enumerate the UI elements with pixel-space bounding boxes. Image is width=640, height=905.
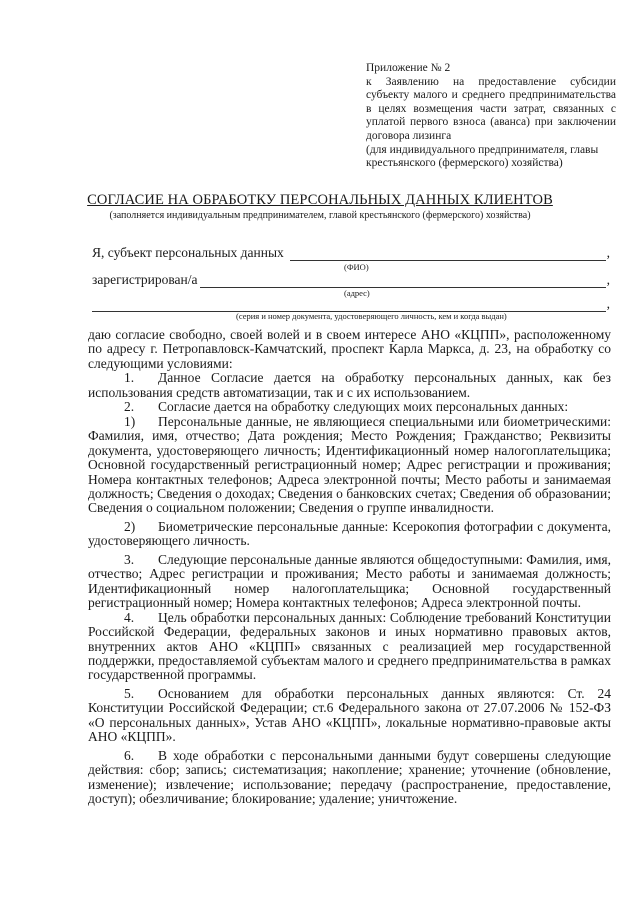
clause-2-text: Согласие дается на обработку следующих моих персональных данных:	[158, 399, 569, 415]
clause-2-1-number: 1)	[124, 413, 136, 429]
document-title	[0, 192, 640, 209]
clause-5-text: Основанием для обработки персональных данных являются: Ст. 24 Конституции Российской Федерации; ст.6 Федерального закона от 27.07.2006 № 152-ФЗ «О персональных данных», Устав АНО «КЦПП», локальные нормативно-правовые акты АНО «КЦПП».	[88, 685, 611, 745]
clause-2-number: 2.	[124, 399, 135, 415]
document-caption: (серия и номер документа, удостоверяющего личность, кем и когда выдан)	[236, 311, 507, 321]
clause-2	[88, 400, 611, 414]
document-subtitle: (заполняется индивидуальным предпринимателем, главой крестьянского (фермерского) хозяйства)	[109, 210, 531, 221]
clause-4-number: 4.	[124, 609, 135, 625]
appendix-note: (для индивидуального предпринимателя, главы крестьянского (фермерского) хозяйства)	[366, 143, 599, 170]
address-field[interactable]	[200, 275, 606, 288]
address-caption: (адрес)	[344, 288, 370, 298]
clause-1	[88, 371, 611, 400]
clause-6	[88, 749, 611, 807]
intro-paragraph: даю согласие свободно, своей волей и в своем интересе АНО «КЦПП», расположенному по адресу г. Петропавловск-Камчатский, проспект Карла Маркса, д. 23, на обработку со следующими условиями:	[88, 327, 611, 371]
clause-2-2-text: Биометрические персональные данные: Ксерокопия фотографии с документа, удостоверяющего личность.	[88, 518, 611, 549]
clause-3-number: 3.	[124, 551, 135, 567]
clause-6-number: 6.	[124, 747, 135, 763]
clause-6-text: В ходе обработки с персональными данными будут совершены следующие действия: сбор; запись; систематизация; накопление; хранение; уточнение (обновление, изменение); извлечение; использование; передачу (распространение, предоставление, доступ); обезличивание; блокирование; удаление; уничтожение.	[88, 747, 611, 807]
subject-row	[92, 245, 610, 261]
document-title-text: СОГЛАСИЕ НА ОБРАБОТКУ ПЕРСОНАЛЬНЫХ ДАННЫХ КЛИЕНТОВ	[87, 192, 553, 208]
clause-4	[88, 611, 611, 683]
appendix-text: к Заявлению на предоставление субсидии субъекту малого и среднего предпринимательства в целях возмещения части затрат, связанных с уплатой первого взноса (аванса) при заключении договора лизинга	[366, 75, 616, 142]
clause-2-1-text: Персональные данные, не являющиеся специальными или биометрическими: Фамилия, имя, отчество; Дата рождения; Место Рождения; Гражданство; Реквизиты документа, удостоверяющего личность; Идентификационный номер налогоплательщика; Основной государственный регистрационный номер; Адрес регистрации и проживания; Номера контактных телефонов; Адреса электронной почты; Место работы и занимаемая должность; Сведения о доходах; Сведения о банковских счетах; Сведения об образовании; Сведения о социальном положении; Сведения о группе инвалидности.	[88, 413, 611, 516]
clause-2-1	[88, 415, 611, 516]
clause-1-text: Данное Согласие дается на обработку персональных данных, как без использования средств автоматизации, так и с их использованием.	[88, 370, 611, 400]
fio-field[interactable]	[290, 248, 606, 261]
registered-row	[92, 272, 610, 288]
fio-comma: ,	[606, 245, 610, 260]
clause-1-number: 1.	[124, 370, 135, 386]
clause-4-text: Цель обработки персональных данных: Соблюдение требований Конституции Российской Федерации, федеральных законов и иных нормативно правовых актов, внутренних актов АНО «КЦПП» связанных с реализацией мер государственной поддержки, предоставляемой субъектам малого и среднего предпринимательства в рамках государственной программы.	[88, 609, 611, 683]
clause-2-2-number: 2)	[124, 518, 136, 534]
address-comma: ,	[606, 272, 610, 287]
appendix-title: Приложение № 2	[366, 62, 451, 74]
consent-body	[88, 328, 611, 807]
clause-3	[88, 553, 611, 611]
appendix-block	[366, 62, 616, 171]
registered-label: зарегистрирован/а	[92, 272, 198, 287]
clause-2-2	[88, 520, 611, 549]
document-comma: ,	[606, 296, 610, 311]
clause-3-text: Следующие персональные данные являются общедоступными: Фамилия, имя, отчество; Адрес регистрации и проживания; Место работы и занимаемая должность; Идентификационный номер налогоплательщика; Основной государственный регистрационный номер; Номера контактных телефонов; Адреса электронной почты.	[88, 551, 611, 611]
document-row	[92, 296, 610, 312]
fio-caption: (ФИО)	[344, 262, 369, 272]
clause-5	[88, 687, 611, 745]
clause-5-number: 5.	[124, 685, 135, 701]
subject-label: Я, субъект персональных данных	[92, 245, 284, 260]
